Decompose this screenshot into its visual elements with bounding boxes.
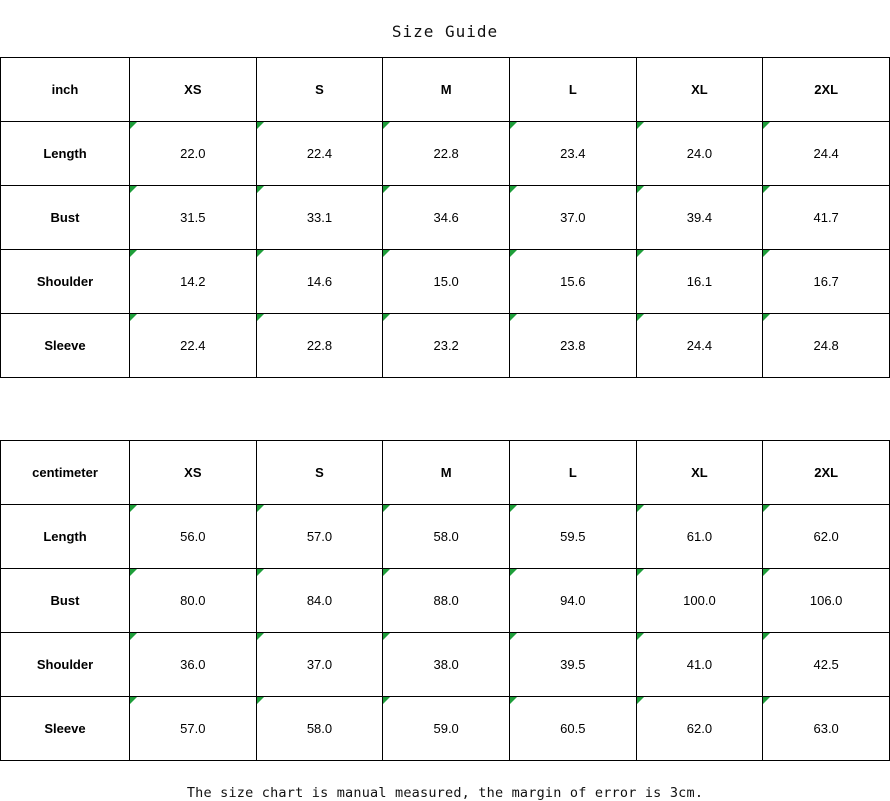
page-title: Size Guide <box>391 22 499 41</box>
column-header-m: M <box>383 58 510 122</box>
cell-value: 33.1 <box>256 186 383 250</box>
cell-value: 63.0 <box>763 697 890 761</box>
cell-value: 24.0 <box>636 122 763 186</box>
unit-label-inch: inch <box>1 58 130 122</box>
cell-value: 24.8 <box>763 314 890 378</box>
table-row <box>1 505 890 569</box>
cell-value: 42.5 <box>763 633 890 697</box>
table-row <box>1 122 890 186</box>
table-row <box>1 250 890 314</box>
cell-value: 41.0 <box>636 633 763 697</box>
cell-value: 57.0 <box>256 505 383 569</box>
cell-value: 22.4 <box>130 314 257 378</box>
row-label-shoulder: Shoulder <box>1 633 130 697</box>
column-header-2xl: 2XL <box>763 441 890 505</box>
cell-value: 62.0 <box>636 697 763 761</box>
row-label-length: Length <box>1 505 130 569</box>
cell-value: 84.0 <box>256 569 383 633</box>
cell-value: 62.0 <box>763 505 890 569</box>
column-header-m: M <box>383 441 510 505</box>
column-header-l: L <box>509 58 636 122</box>
size-table-centimeter <box>0 440 890 761</box>
unit-label-centimeter: centimeter <box>1 441 130 505</box>
column-header-xl: XL <box>636 441 763 505</box>
table-row <box>1 569 890 633</box>
cell-value: 56.0 <box>130 505 257 569</box>
cell-value: 22.0 <box>130 122 257 186</box>
row-label-bust: Bust <box>1 186 130 250</box>
row-label-length: Length <box>1 122 130 186</box>
cell-value: 39.4 <box>636 186 763 250</box>
cell-value: 22.4 <box>256 122 383 186</box>
cell-value: 22.8 <box>383 122 510 186</box>
cell-value: 34.6 <box>383 186 510 250</box>
column-header-l: L <box>509 441 636 505</box>
cell-value: 100.0 <box>636 569 763 633</box>
cell-value: 37.0 <box>256 633 383 697</box>
cell-value: 58.0 <box>383 505 510 569</box>
cell-value: 23.2 <box>383 314 510 378</box>
column-header-s: S <box>256 58 383 122</box>
cell-value: 16.1 <box>636 250 763 314</box>
cell-value: 24.4 <box>763 122 890 186</box>
table-header-row <box>1 441 890 505</box>
cell-value: 61.0 <box>636 505 763 569</box>
cell-value: 31.5 <box>130 186 257 250</box>
cell-value: 58.0 <box>256 697 383 761</box>
table-row <box>1 633 890 697</box>
cell-value: 57.0 <box>130 697 257 761</box>
cell-value: 38.0 <box>383 633 510 697</box>
cell-value: 59.0 <box>383 697 510 761</box>
cell-value: 16.7 <box>763 250 890 314</box>
cell-value: 15.0 <box>383 250 510 314</box>
table-row <box>1 697 890 761</box>
cell-value: 24.4 <box>636 314 763 378</box>
table-spacer <box>0 378 890 440</box>
cell-value: 80.0 <box>130 569 257 633</box>
cell-value: 59.5 <box>509 505 636 569</box>
cell-value: 94.0 <box>509 569 636 633</box>
cell-value: 36.0 <box>130 633 257 697</box>
row-label-shoulder: Shoulder <box>1 250 130 314</box>
table-header-row <box>1 58 890 122</box>
cell-value: 37.0 <box>509 186 636 250</box>
row-label-sleeve: Sleeve <box>1 697 130 761</box>
cell-value: 39.5 <box>509 633 636 697</box>
row-label-bust: Bust <box>1 569 130 633</box>
table-row <box>1 314 890 378</box>
column-header-xs: XS <box>130 441 257 505</box>
row-label-sleeve: Sleeve <box>1 314 130 378</box>
cell-value: 14.6 <box>256 250 383 314</box>
column-header-xs: XS <box>130 58 257 122</box>
cell-value: 14.2 <box>130 250 257 314</box>
cell-value: 106.0 <box>763 569 890 633</box>
cell-value: 23.8 <box>509 314 636 378</box>
cell-value: 88.0 <box>383 569 510 633</box>
column-header-xl: XL <box>636 58 763 122</box>
cell-value: 23.4 <box>509 122 636 186</box>
table-row <box>1 186 890 250</box>
cell-value: 60.5 <box>509 697 636 761</box>
cell-value: 15.6 <box>509 250 636 314</box>
column-header-2xl: 2XL <box>763 58 890 122</box>
cell-value: 22.8 <box>256 314 383 378</box>
measurement-note: The size chart is manual measured, the margin of error is 3cm. <box>186 785 704 801</box>
size-table-inch <box>0 57 890 378</box>
cell-value: 41.7 <box>763 186 890 250</box>
column-header-s: S <box>256 441 383 505</box>
